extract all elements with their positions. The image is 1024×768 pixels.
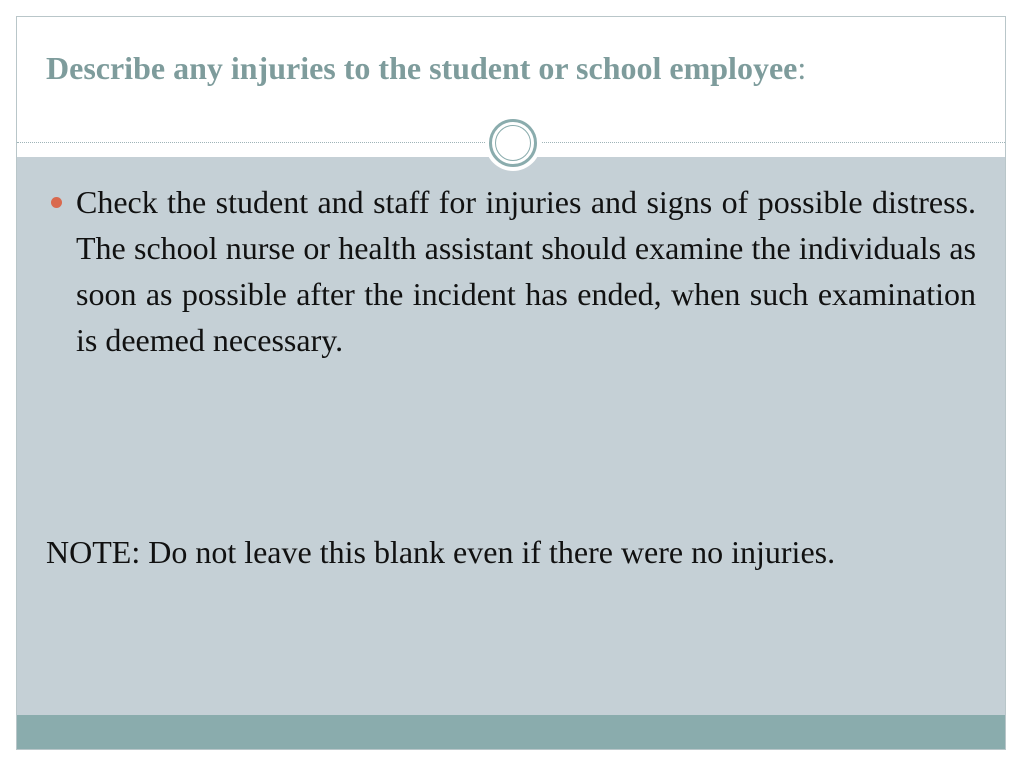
bullet-item: Check the student and staff for injuries and signs of possible distress. The school nurse or health assistant should examine the individuals as soon as possible after the incident has ended, when such examination is deemed necessary. xyxy=(76,184,976,358)
footer-bar xyxy=(17,715,1005,749)
inner-circle-icon xyxy=(495,125,531,161)
note-text: NOTE: Do not leave this blank even if there were no injuries. xyxy=(46,534,836,570)
slide-title-text: Describe any injuries to the student or school employee xyxy=(46,50,798,86)
slide xyxy=(16,16,1006,750)
slide-title-suffix: : xyxy=(797,50,807,86)
slide-title xyxy=(46,47,946,89)
bullet-dot-icon xyxy=(51,197,62,208)
